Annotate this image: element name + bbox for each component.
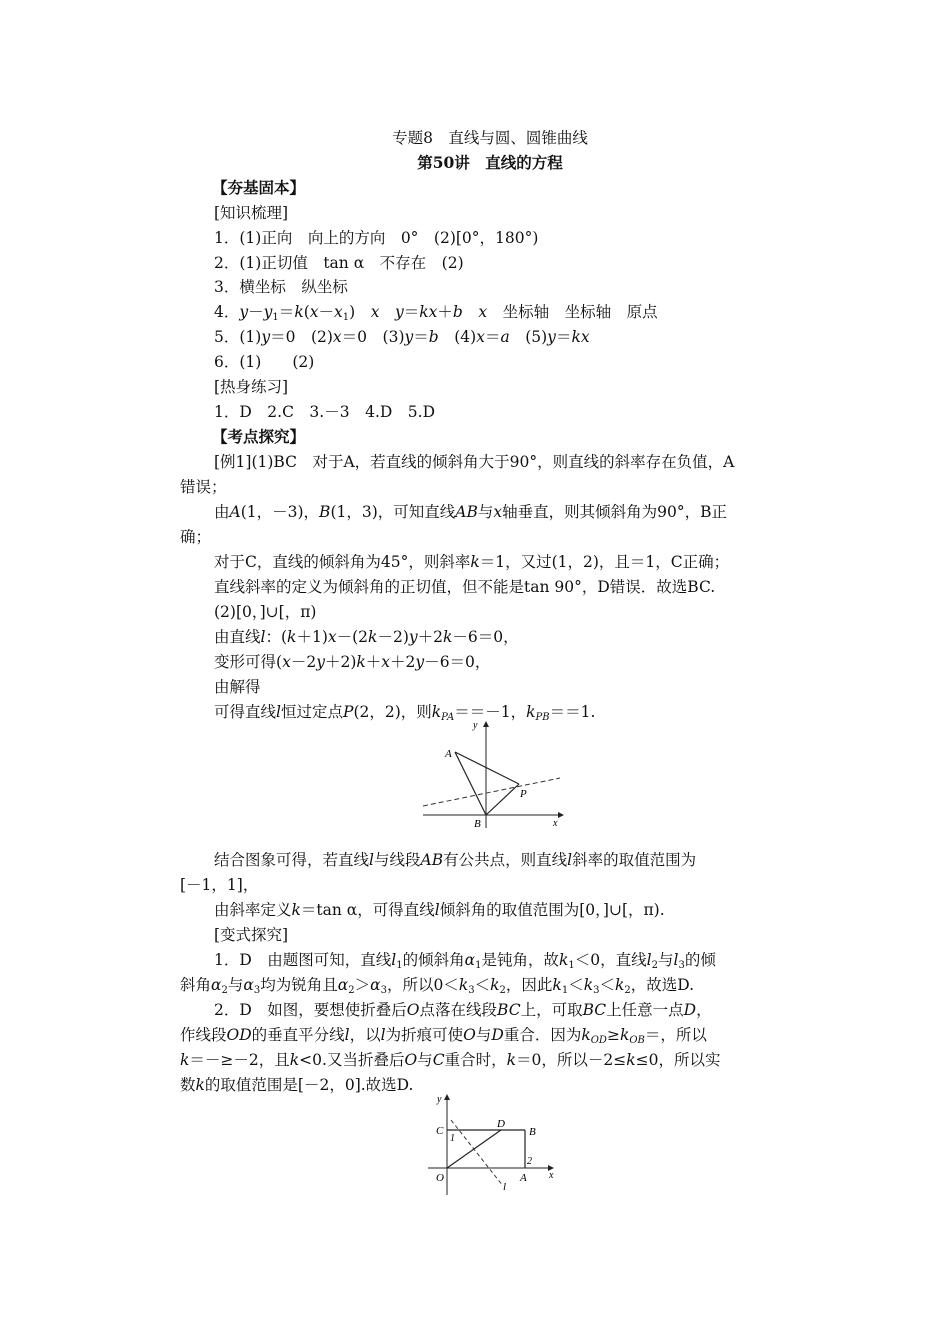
fig2-label-l: l (503, 1181, 507, 1193)
example-line-4: 直线斜率的定义为倾斜角的正切值，但不能是tan 90°，D错误．故选BC. (214, 578, 716, 596)
fig1-label-x: x (553, 818, 558, 829)
example-line-1-cont: 错误； (180, 478, 227, 496)
example-line-8: 由解得 (214, 678, 261, 696)
subsection-reshen: [热身练习] (214, 378, 289, 396)
fig1-label-b: B (474, 818, 481, 830)
example-line-2: 由A(1，－3)，B(1，3)，可知直线AB与x轴垂直，则其倾斜角为90°，B正 (214, 503, 727, 521)
example-line-1: [例1](1)BC 对于A，若直线的倾斜角大于90°，则直线的斜率存在负值，A (214, 453, 735, 471)
series-title: 专题8 直线与圆、圆锥曲线 (392, 129, 588, 147)
figure-1-diagram (418, 718, 568, 830)
fig2-label-one: 1 (450, 1133, 455, 1144)
example-line-6: 由直线l：(k＋1)x－(2k－2)y＋2k－6＝0， (214, 628, 519, 646)
fig2-label-y: y (437, 1094, 442, 1105)
fig1-label-y: y (473, 720, 478, 731)
section-heading-kaodian: 【考点探究】 (212, 427, 306, 446)
figure-2-diagram (425, 1090, 560, 1200)
conclusion-line-1-cont: [－1，1]， (180, 876, 259, 894)
conclusion-line-2: 由斜率定义k＝tan α，可得直线l倾斜角的取值范围为[0，]∪[，π). (214, 901, 665, 919)
fig1-label-a: A (445, 748, 452, 760)
subsection-bianshi: [变式探究] (214, 926, 289, 944)
fig1-x-arrow (558, 812, 564, 818)
example-line-2-cont: 确； (180, 528, 212, 546)
example-line-9: 可得直线l恒过定点P(2，2)，则$k_{PA}==-1$，$k_{PB}==1$. (214, 703, 596, 723)
example-line-7: 变形可得(x－2y＋2)k＋x＋2y－6＝0， (214, 653, 491, 671)
fig2-label-b: B (529, 1126, 536, 1138)
fig2-label-c: C (436, 1125, 444, 1137)
section-heading-hangji: 【夯基固本】 (212, 178, 306, 197)
variant-2-line-1: 2．D 如图，要想使折叠后O点落在线段BC上，可取BC上任意一点D， (214, 1001, 712, 1019)
answer-line-5: 5．(1)y＝0 (2)x＝0 (3)y＝b (4)x＝a (5)y＝kx (214, 328, 590, 346)
lesson-title: 第50讲 直线的方程 (417, 153, 563, 172)
fig2-label-two: 2 (527, 1156, 532, 1167)
fig1-line-pb (486, 784, 519, 815)
variant-2-line-4: 数k的取值范围是[－2，0].故选D. (180, 1076, 414, 1094)
fig2-label-a: A (520, 1172, 527, 1184)
fig2-y-arrow (444, 1094, 450, 1100)
example-line-3: 对于C，直线的倾斜角为45°，则斜率k＝1，又过(1，2)，且＝1，C正确； (214, 553, 730, 571)
fig2-label-d: D (497, 1118, 505, 1130)
fig2-label-o: O (436, 1172, 444, 1184)
answer-line-4: 4．$y-y_1=k(x-x_1)$ x y＝kx＋b x 坐标轴 坐标轴 原点 (214, 303, 658, 323)
example-line-5: (2)[0，]∪[，π) (214, 603, 317, 621)
fig2-label-x: x (549, 1170, 554, 1181)
fig1-label-p: P (520, 788, 527, 800)
fig1-segment-ab (455, 752, 486, 815)
conclusion-line-1: 结合图象可得，若直线l与线段AB有公共点，则直线l斜率的取值范围为 (214, 851, 697, 869)
answer-line-3: 3．横坐标 纵坐标 (214, 278, 348, 296)
fig1-dashed-line (423, 778, 560, 806)
answer-line-1: 1．(1)正向 向上的方向 0° (2)[0°，180°) (214, 229, 539, 247)
warmup-answers: 1．D 2.C 3.－3 4.D 5.D (214, 403, 436, 421)
answer-line-2: 2．(1)正切值 tan α 不存在 (2) (214, 254, 464, 272)
fig1-y-arrow (483, 721, 489, 727)
subsection-zhishi: [知识梳理] (214, 204, 289, 222)
variant-1-line-1: 1．D 由题图可知，直线$l_1$的倾斜角$\alpha_1$是钝角，故$k_1<0$，直线$l_2$与$l_3$的倾 (214, 951, 716, 971)
fig1-line-pa (455, 752, 519, 784)
variant-2-line-2: 作线段OD的垂直平分线l，以l为折痕可使O与D重合．因为$k_{OD}\ge k_{OB}=$，所以 (180, 1026, 707, 1046)
variant-2-line-3: k＝－≥－2，且k<0.又当折叠后O与C重合时，k＝0，所以－2≤k≤0，所以实 (180, 1051, 721, 1069)
answer-line-6: 6．(1) (2) (214, 353, 315, 371)
variant-1-line-2: 斜角$\alpha_2$与$\alpha_3$均为锐角且$\alpha_2>\alpha_3$，所以$0<k_3<k_2$，因此$k_1<k_3<k_2$，故选D. (180, 976, 695, 996)
